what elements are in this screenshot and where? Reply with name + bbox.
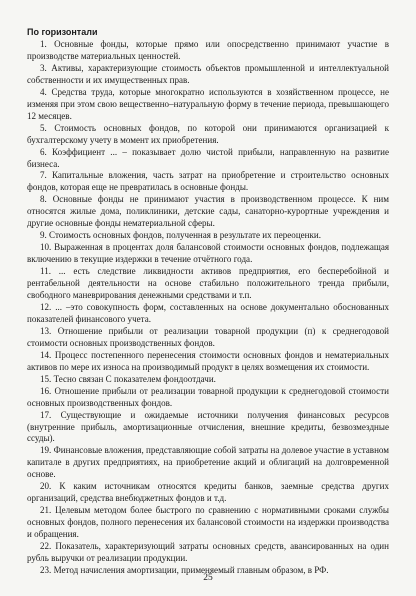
- crossword-clue: 11. ... есть следствие ликвидности активов предприятия, его бесперебойной и рентабельной деятельности на основе стабильно положительного тренда прибыли, свободного маневрирования денежными средствами и т.п.: [27, 266, 389, 301]
- crossword-clue: 17. Существующие и ожидаемые источники получения финансовых ресурсов (внутренние прибыль, амортизационные отчисления, внешние кредиты, безвозмездные ссуды).: [27, 409, 389, 444]
- crossword-clue: 7. Капитальные вложения, часть затрат на приобретение и строительство основных фондов, которая еще не превратилась в основные фонды.: [27, 170, 389, 193]
- crossword-clue: 3. Активы, характеризующие стоимость объектов промышленной и интеллектуальной собственности и их имущественных прав.: [27, 62, 389, 85]
- crossword-clue: 4. Средства труда, которые многократно используются в хозяйственном процессе, не изменяя при этом свою вещественно–натуральную форму в течение периода, превышающего 12 месяцев.: [27, 86, 389, 121]
- crossword-clue: 19. Финансовые вложения, представляющие собой затраты на долевое участие в уставном капитале в других предприятиях, на приобретение акций и облигаций на долговременной основе.: [27, 445, 389, 480]
- section-heading: По горизонтали: [27, 27, 98, 37]
- crossword-clue: 6. Коэффициент ... – показывает долю чистой прибыли, направленную на развитие бизнеса.: [27, 146, 389, 169]
- crossword-clue: 5. Стоимость основных фондов, по которой они принимаются организацией к бухгалтерскому учету в момент их приобретения.: [27, 122, 389, 145]
- crossword-clue: 20. К каким источникам относятся кредиты банков, заемные средства других организаций, средства внебюджетных фондов и т.д.: [27, 481, 389, 504]
- page-number: 25: [203, 573, 213, 583]
- crossword-clue: 22. Показатель, характеризующий затраты основных средств, авансированных на один рубль выручки от реализации продукции.: [27, 541, 389, 563]
- crossword-clue: 23. Метод начисления амортизации, применяемый главным образом, в РФ.: [40, 564, 329, 575]
- crossword-clue: 16. Отношение прибыли от реализации товарной продукции к среднегодовой стоимости основных производственных фондов.: [27, 385, 389, 408]
- crossword-clue: 15. Тесно связан С показателем фондоотдачи.: [40, 373, 216, 384]
- crossword-clue: 9. Стоимость основных фондов, полученная в результате их переоценки.: [40, 230, 322, 241]
- crossword-clue: 21. Целевым методом более быстрого по сравнению с нормативными сроками службы основных фондов, полного перенесения их балансовой стоимости на издержки производства и обращения.: [27, 505, 389, 540]
- clue-list: [27, 39, 389, 577]
- crossword-clue: 8. Основные фонды не принимают участия в производственном процессе. К ним относятся жилые дома, поликлиники, детские сады, санаторно-курортные учреждения и другие основные фонды нематериальной сферы.: [27, 194, 389, 229]
- crossword-clue: 1. Основные фонды, которые прямо или опосредственно принимают участие в производстве материальных ценностей.: [27, 39, 389, 61]
- crossword-clue: 12. ... –это совокупность форм, составленных на основе документально обоснованных показателей финансового учета.: [27, 301, 389, 324]
- crossword-clue: 14. Процесс постепенного перенесения стоимости основных фондов и нематериальных активов по мере их износа на производимый продукт в целях возмещения их стоимости.: [27, 349, 389, 372]
- crossword-clue: 13. Отношение прибыли от реализации товарной продукции (п) к среднегодовой стоимости основных производственных фондов.: [27, 325, 389, 348]
- crossword-clue: 10. Выраженная в процентах доля балансовой стоимости основных фондов, подлежащая включению в текущие издержки в течение отчётного года.: [27, 242, 389, 265]
